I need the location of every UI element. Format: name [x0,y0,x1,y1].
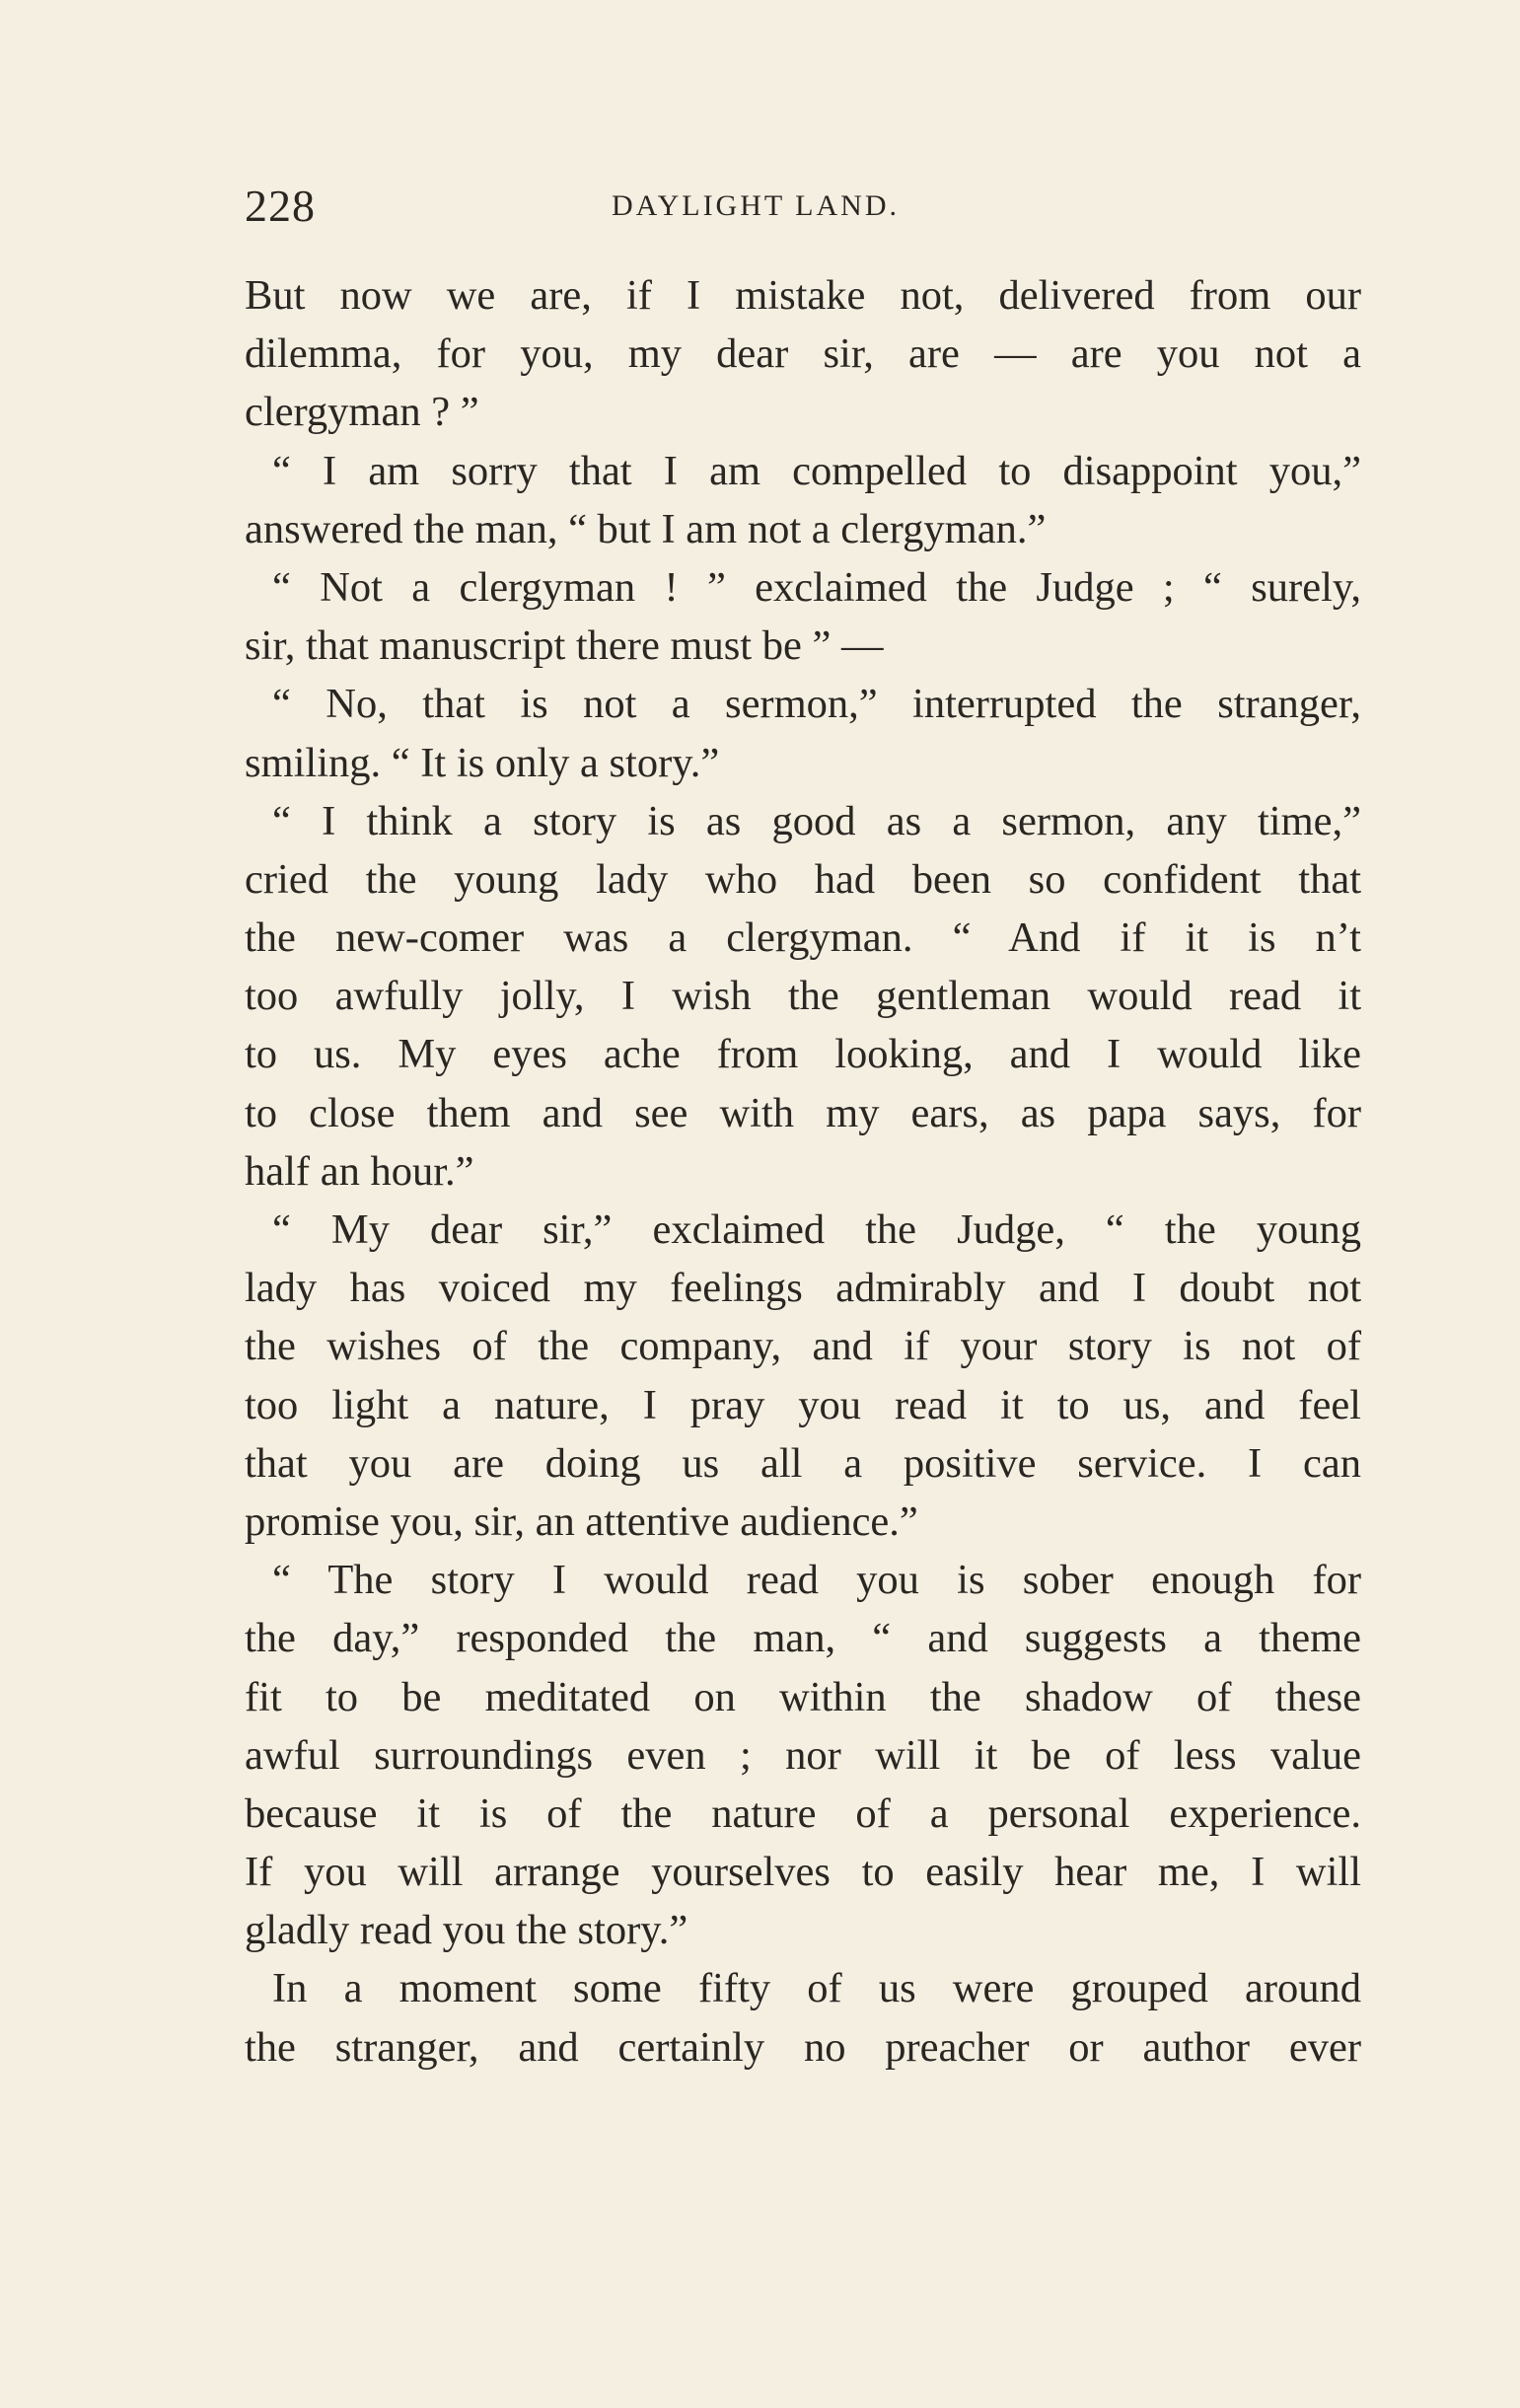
text-line: sir, that manuscript there must be ” — [245,622,884,670]
text-line: gladly read you the story.” [245,1907,688,1954]
text-line: because it is of the nature of a personal experience. [245,1789,1361,1837]
text-line: “ The story I would read you is sober enough for [272,1557,1361,1604]
text-line: In a moment some fifty of us were grouped around [272,1965,1361,2012]
text-line: If you will arrange yourselves to easily hear me, I will [245,1849,1361,1896]
text-line: lady has voiced my feelings admirably and I doubt not [245,1265,1361,1312]
text-line: half an hour.” [245,1147,474,1195]
text-line: the day,” responded the man, “ and suggests a theme [245,1615,1361,1662]
text-line: cried the young lady who had been so confident that [245,855,1361,903]
text-line: the new-comer was a clergyman. “ And if it is n’t [245,914,1361,962]
text-line: that you are doing us all a positive service. I can [245,1439,1361,1487]
text-line: to close them and see with my ears, as papa says, for [245,1089,1361,1136]
text-line: too awfully jolly, I wish the gentleman would read it [245,973,1361,1020]
text-line: promise you, sir, an attentive audience.” [245,1497,918,1545]
text-line: too light a nature, I pray you read it to us, and feel [245,1381,1361,1428]
text-line: answered the man, “ but I am not a clergyman.” [245,505,1047,552]
text-line: awful surroundings even ; nor will it be of less value [245,1731,1361,1779]
text-line: dilemma, for you, my dear sir, are — are you not a [245,330,1361,378]
page-number: 228 [245,181,316,231]
text-line: smiling. “ It is only a story.” [245,739,720,786]
text-line: the stranger, and certainly no preacher or author ever [245,2023,1361,2071]
text-line: “ No, that is not a sermon,” interrupted the stranger, [272,681,1361,728]
text-line: to us. My eyes ache from looking, and I would like [245,1031,1361,1078]
text-line: “ I am sorry that I am compelled to disappoint you,” [272,447,1361,494]
text-line: fit to be meditated on within the shadow of these [245,1673,1361,1720]
body-text [245,266,1361,2077]
page-header [245,174,1361,243]
text-line: the wishes of the company, and if your story is not of [245,1323,1361,1370]
running-head: DAYLIGHT LAND. [612,189,900,222]
text-line: But now we are, if I mistake not, delivered from our [245,272,1361,319]
text-line: “ I think a story is as good as a sermon, any time,” [272,797,1361,844]
text-line: “ Not a clergyman ! ” exclaimed the Judge ; “ surely, [272,563,1361,611]
text-line: “ My dear sir,” exclaimed the Judge, “ the young [272,1206,1361,1253]
text-line: clergyman ? ” [245,389,479,436]
